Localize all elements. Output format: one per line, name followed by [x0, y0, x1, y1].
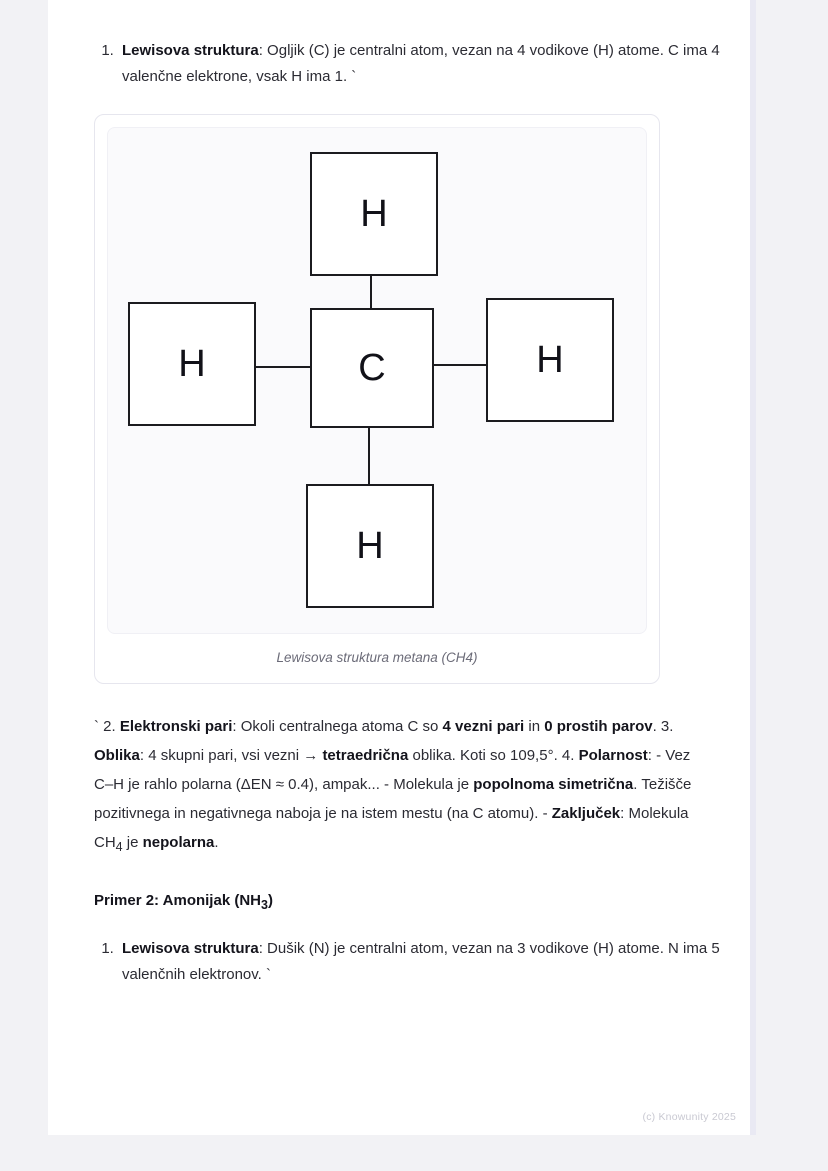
- figure-card: [94, 114, 660, 684]
- para-bold-conclusion: Zaključek: [551, 805, 621, 822]
- atom-hydrogen-bottom: H: [306, 484, 434, 608]
- para-text: . 3.: [652, 718, 674, 735]
- atom-hydrogen-right: H: [486, 298, 614, 422]
- figure-canvas: [107, 127, 647, 634]
- para-text: je: [122, 834, 143, 851]
- para-text: : 4 skupni pari, vsi vezni →: [139, 747, 323, 764]
- para-bold-bonding-pairs: 4 vezni pari: [442, 718, 525, 735]
- para-text: : Molekula CH: [94, 805, 689, 851]
- explanation-paragraph: [94, 712, 710, 862]
- figure-caption: Lewisova struktura metana (CH4): [276, 650, 478, 665]
- page-right-edge: [750, 0, 756, 1135]
- document-content: [72, 0, 732, 988]
- bond-left: [252, 366, 310, 368]
- bond-top: [370, 272, 372, 308]
- list-item: [118, 38, 732, 90]
- list-item: [118, 936, 732, 988]
- para-text: ` 2.: [94, 718, 120, 735]
- bond-bottom: [368, 424, 370, 484]
- section-one: [72, 0, 732, 90]
- subheading-subscript: 3: [261, 898, 268, 912]
- para-text: .: [214, 834, 219, 851]
- para-text: oblika. Koti so 109,5°. 4.: [408, 747, 579, 764]
- lewis-diagram: [108, 128, 646, 633]
- para-text: : - Vez C–H je rahlo polarna (ΔEN ≈ 0.4), ampak... - Molekula je: [94, 747, 691, 793]
- para-text: : Okoli centralnega atoma C so: [232, 718, 443, 735]
- para-text: in: [524, 718, 545, 735]
- para-bold-tetrahedral: tetraedrična: [322, 747, 409, 764]
- para-bold-polarity: Polarnost: [578, 747, 648, 764]
- para-bold-symmetric: popolnoma simetrična: [473, 776, 634, 793]
- atom-hydrogen-top: H: [310, 152, 438, 276]
- subheading-close: ): [267, 892, 273, 909]
- lewis-structure-list: [72, 38, 732, 90]
- para-text: . Težišče pozitivnega in negativnega naboja je na istem mestu (na C atomu). -: [94, 776, 692, 822]
- list-item-label: Lewisova struktura: [122, 940, 259, 957]
- para-bold-nonpolar: nepolarna: [142, 834, 215, 851]
- atom-hydrogen-left: H: [128, 302, 256, 426]
- para-bold-shape: Oblika: [94, 747, 140, 764]
- section-two: [72, 936, 732, 988]
- bond-right: [430, 364, 486, 366]
- subheading-ammonia: [94, 888, 710, 918]
- list-item-text: : Ogljik (C) je centralni atom, vezan na 4 vodikove (H) atome. C ima 4 valenčne elektrone, vsak H ima 1. `: [122, 42, 720, 85]
- para-bold-electron-pairs: Elektronski pari: [119, 718, 233, 735]
- document-page: [48, 0, 756, 1135]
- para-bold-lone-pairs: 0 prostih parov: [544, 718, 653, 735]
- copyright-footer: (c) Knowunity 2025: [642, 1111, 736, 1123]
- formula-subscript: 4: [115, 840, 123, 854]
- ammonia-structure-list: [72, 936, 732, 988]
- atom-carbon-center: C: [310, 308, 434, 428]
- subheading-text: Primer 2: Amonijak (NH: [94, 892, 261, 909]
- list-item-label: Lewisova struktura: [122, 42, 259, 59]
- list-item-text: : Dušik (N) je centralni atom, vezan na 3 vodikove (H) atome. N ima 5 valenčnih elektronov. `: [122, 940, 720, 983]
